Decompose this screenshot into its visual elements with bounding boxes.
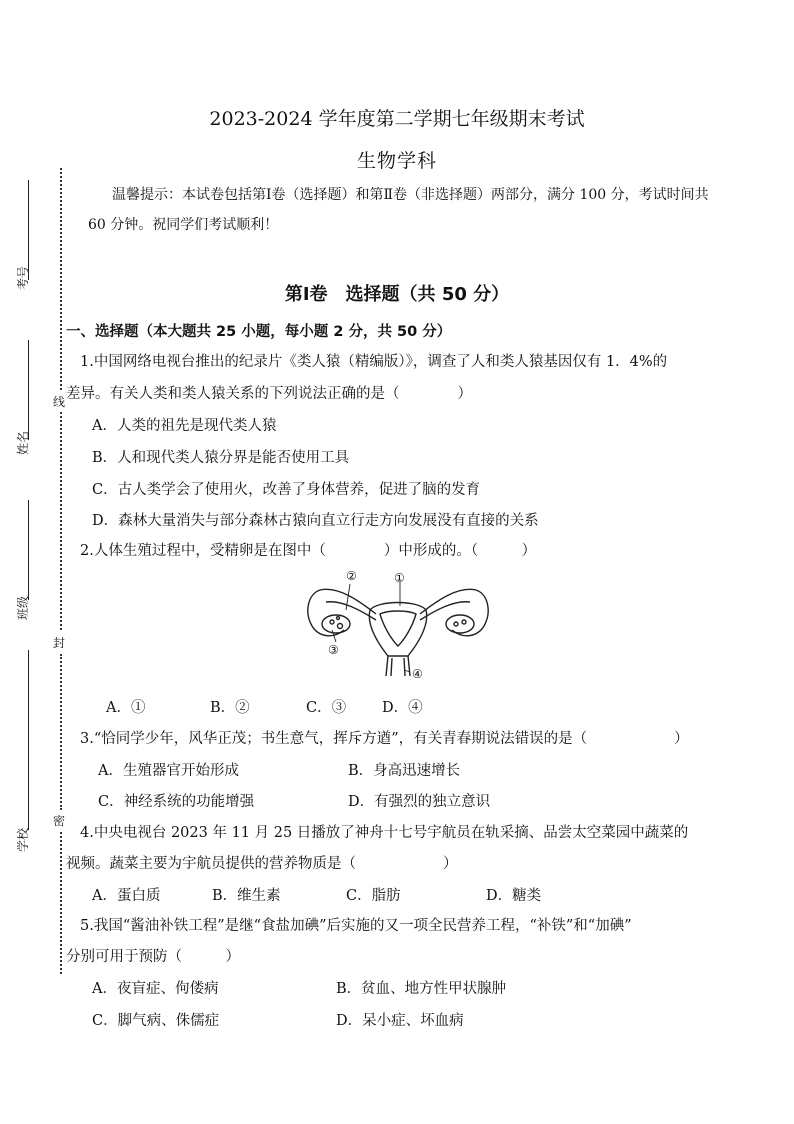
school-blank-line [28, 650, 29, 830]
class-label: 班级 [16, 595, 30, 620]
question-1-option-a: A．人类的祖先是现代类人猿 [92, 418, 277, 434]
question-1-option-b: B．人和现代类人猿分界是能否使用工具 [92, 450, 350, 466]
question-3-option-a: A．生殖器官开始形成 [98, 763, 239, 779]
question-5-stem-line: 分别可用于预防（ ） [66, 949, 240, 965]
binding-mark-secret: 密 [53, 814, 66, 828]
question-3-option-c: C．神经系统的功能增强 [98, 794, 255, 810]
exam-subject: 生物学科 [356, 150, 437, 172]
question-4-option-c: C．脂肪 [346, 888, 401, 904]
class-blank-line [28, 500, 29, 600]
question-1-option-d: D．森林大量消失与部分森林古猿向直立行走方向发展没有直接的关系 [92, 513, 539, 529]
uterus-label-1: ① [394, 571, 405, 585]
question-3-option-b: B．身高迅速增长 [348, 763, 461, 779]
question-4-option-a: A．蛋白质 [92, 888, 161, 904]
binding-mark-line: 线 [53, 395, 66, 409]
question-1-stem-line: 差异。有关人类和类人猿关系的下列说法正确的是（ ） [66, 386, 472, 402]
name-blank-line [28, 340, 29, 440]
binding-dotted-line [60, 654, 62, 810]
question-3-option-d: D．有强烈的独立意识 [348, 794, 491, 810]
uterus-diagram [298, 566, 498, 684]
question-2-option-b: B．② [210, 700, 250, 716]
question-1-stem-line: 1.中国网络电视台推出的纪录片《类人猿（精编版）》，调查了人和类人猿基因仅有 1．4%的 [80, 354, 668, 370]
question-5-option-c: C．脚气病、侏儒症 [92, 1013, 220, 1029]
question-5-option-d: D．呆小症、坏血病 [336, 1013, 464, 1029]
name-label: 姓名 [16, 430, 30, 455]
binding-dotted-line [60, 168, 62, 390]
question-2-option-d: D．④ [382, 700, 423, 716]
question-2-option-a: A．① [106, 700, 146, 716]
question-4-stem-line: 4.中央电视台 2023 年 11 月 25 日播放了神舟十七号宇航员在轨采摘、品尝太空菜园中蔬菜的 [80, 825, 689, 841]
question-5-option-a: A．夜盲症、佝偻病 [92, 981, 219, 997]
question-2-option-c: C．③ [306, 700, 347, 716]
question-4-option-b: B．维生素 [212, 888, 281, 904]
question-1-option-c: C．古人类学会了使用火，改善了身体营养，促进了脑的发育 [92, 482, 481, 498]
question-2-stem: 2.人体生殖过程中，受精卵是在图中（ ）中形成的。（ ） [80, 543, 537, 559]
uterus-label-2: ② [346, 569, 357, 583]
part-heading: 一、选择题（本大题共 25 小题，每小题 2 分，共 50 分） [66, 324, 452, 340]
question-5-option-b: B．贫血、地方性甲状腺肿 [336, 981, 507, 997]
uterus-label-3: ③ [328, 643, 339, 657]
question-4-option-d: D．糖类 [486, 888, 542, 904]
binding-dotted-line [60, 412, 62, 630]
question-4-stem-line: 视频。蔬菜主要为宇航员提供的营养物质是（ ） [66, 856, 458, 872]
exam-tip: 温馨提示：本试卷包括第Ⅰ卷（选择题）和第Ⅱ卷（非选择题）两部分，满分 100 分，考试时间共 60 分钟。祝同学们考试顺利！ [88, 187, 709, 233]
binding-dotted-line [60, 832, 62, 974]
binding-mark-seal: 封 [53, 636, 66, 650]
school-label: 学校 [16, 827, 30, 852]
question-3-stem: 3.“恰同学少年，风华正茂；书生意气，挥斥方遒”，有关青春期说法错误的是（ ） [80, 731, 689, 747]
uterus-label-4: ④ [412, 667, 423, 681]
question-5-stem-line: 5.我国“酱油补铁工程”是继“食盐加碘”后实施的又一项全民营养工程，“补铁”和“加碘” [80, 918, 632, 934]
exam-number-label: 考号 [16, 265, 30, 290]
section-title: 第Ⅰ卷 选择题（共 50 分） [284, 284, 510, 305]
exam-title: 2023-2024 学年度第二学期七年级期末考试 [209, 108, 585, 130]
